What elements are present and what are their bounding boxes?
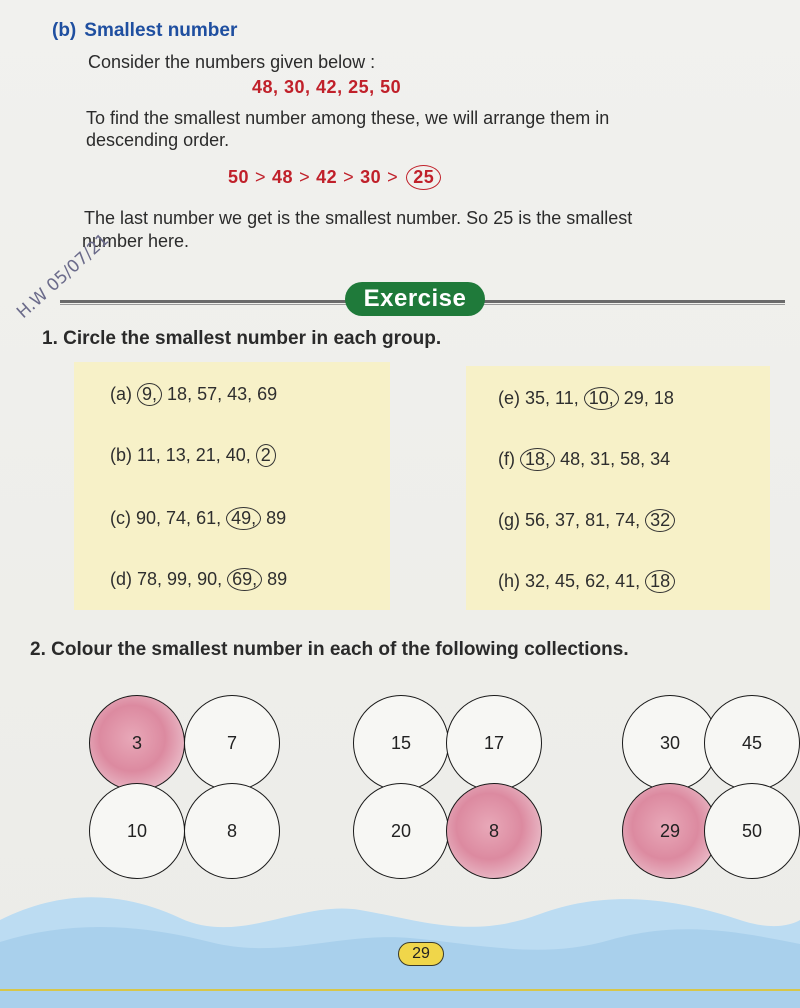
circled-answer: 10, xyxy=(584,387,619,410)
group-label: (h) xyxy=(498,571,520,591)
circle-number: 7 xyxy=(226,732,237,753)
greater-than-sign: > xyxy=(255,167,267,187)
circle-number: 10 xyxy=(126,820,148,841)
question-1-number: 1. xyxy=(42,328,58,349)
number-circle[interactable] xyxy=(446,695,542,791)
group-label: (b) xyxy=(110,445,132,465)
group-a xyxy=(110,383,277,406)
numbers-line: 48, 30, 42, 25, 50 xyxy=(252,77,402,97)
group-label: (a) xyxy=(110,384,132,404)
group-c xyxy=(110,507,286,530)
intro-text: Consider the numbers given below : xyxy=(88,52,376,72)
number-circle[interactable] xyxy=(184,783,280,879)
number-circle[interactable] xyxy=(89,783,185,879)
group-before: 35, 11, xyxy=(525,388,579,408)
group-g xyxy=(498,509,675,532)
circled-answer: 18 xyxy=(645,570,675,593)
circle-number: 29 xyxy=(659,820,681,841)
circle-number: 3 xyxy=(131,732,142,753)
group-label: (c) xyxy=(110,508,131,528)
group-label: (d) xyxy=(110,569,132,589)
circle-number: 8 xyxy=(226,820,237,841)
order-number: 42 xyxy=(316,167,338,187)
circled-answer: 18, xyxy=(520,448,555,471)
question-1 xyxy=(42,328,441,350)
number-circle[interactable] xyxy=(184,695,280,791)
group-before: 11, 13, 21, 40, xyxy=(137,445,251,465)
paragraph-1-line-1: To find the smallest number among these, we will arrange them in xyxy=(86,108,610,128)
group-label: (e) xyxy=(498,388,520,408)
question-2 xyxy=(30,639,629,661)
circle-number: 50 xyxy=(741,820,763,841)
group-f xyxy=(498,448,670,471)
circle-number: 17 xyxy=(483,732,505,753)
circle-number: 20 xyxy=(390,820,412,841)
greater-than-sign: > xyxy=(387,167,399,187)
circled-answer: 9, xyxy=(137,383,162,406)
descending-order xyxy=(228,165,441,190)
handwritten-note-text: H.W 05/07/21 xyxy=(13,229,114,323)
group-after: 29, 18 xyxy=(623,388,674,408)
order-number: 30 xyxy=(360,167,382,187)
number-circle[interactable] xyxy=(353,783,449,879)
number-circle[interactable] xyxy=(704,783,800,879)
section-title: Smallest number xyxy=(84,20,238,41)
wave-footer xyxy=(0,880,800,1008)
paragraph-1-line-2: descending order. xyxy=(86,130,230,150)
group-label: (f) xyxy=(498,449,515,469)
group-e xyxy=(498,387,674,410)
group-d xyxy=(110,568,287,591)
circle-number: 30 xyxy=(659,732,681,753)
group-h xyxy=(498,570,675,593)
section-label: (b) xyxy=(52,20,77,41)
question-2-number: 2. xyxy=(30,639,46,660)
circle-number: 45 xyxy=(741,732,763,753)
circle-number: 15 xyxy=(390,732,412,753)
greater-than-sign: > xyxy=(343,167,355,187)
question-2-text: Colour the smallest number in each of the following collections. xyxy=(51,639,629,660)
number-circle[interactable] xyxy=(704,695,800,791)
circled-answer: 49, xyxy=(226,507,261,530)
circled-answer: 69, xyxy=(227,568,262,591)
group-b xyxy=(110,444,276,467)
number-circle[interactable] xyxy=(446,783,542,879)
question-1-text: Circle the smallest number in each group. xyxy=(63,328,442,349)
circled-answer: 32 xyxy=(645,509,675,532)
circle-number: 8 xyxy=(488,820,499,841)
greater-than-sign: > xyxy=(299,167,311,187)
group-after: 48, 31, 58, 34 xyxy=(560,449,671,469)
group-after: 89 xyxy=(266,508,287,528)
smallest-number-circled: 25 xyxy=(406,165,441,190)
group-label: (g) xyxy=(498,510,520,530)
group-before: 78, 99, 90, xyxy=(137,569,223,589)
paragraph-2-line-1: The last number we get is the smallest number. So 25 is the smallest xyxy=(84,208,633,228)
exercise-badge: Exercise xyxy=(345,282,485,316)
group-after: 89 xyxy=(267,569,288,589)
group-before: 90, 74, 61, xyxy=(136,508,222,528)
section-heading xyxy=(52,20,237,42)
group-before: 56, 37, 81, 74, xyxy=(525,510,641,530)
paragraph-2-line-2: number here. xyxy=(82,231,190,251)
page-number: 29 xyxy=(398,942,444,966)
number-circle[interactable] xyxy=(89,695,185,791)
group-before: 32, 45, 62, 41, xyxy=(525,571,641,591)
order-number: 50 xyxy=(228,167,250,187)
circled-answer: 2 xyxy=(256,444,276,467)
order-number: 48 xyxy=(272,167,294,187)
group-after: 18, 57, 43, 69 xyxy=(167,384,278,404)
number-circle[interactable] xyxy=(353,695,449,791)
